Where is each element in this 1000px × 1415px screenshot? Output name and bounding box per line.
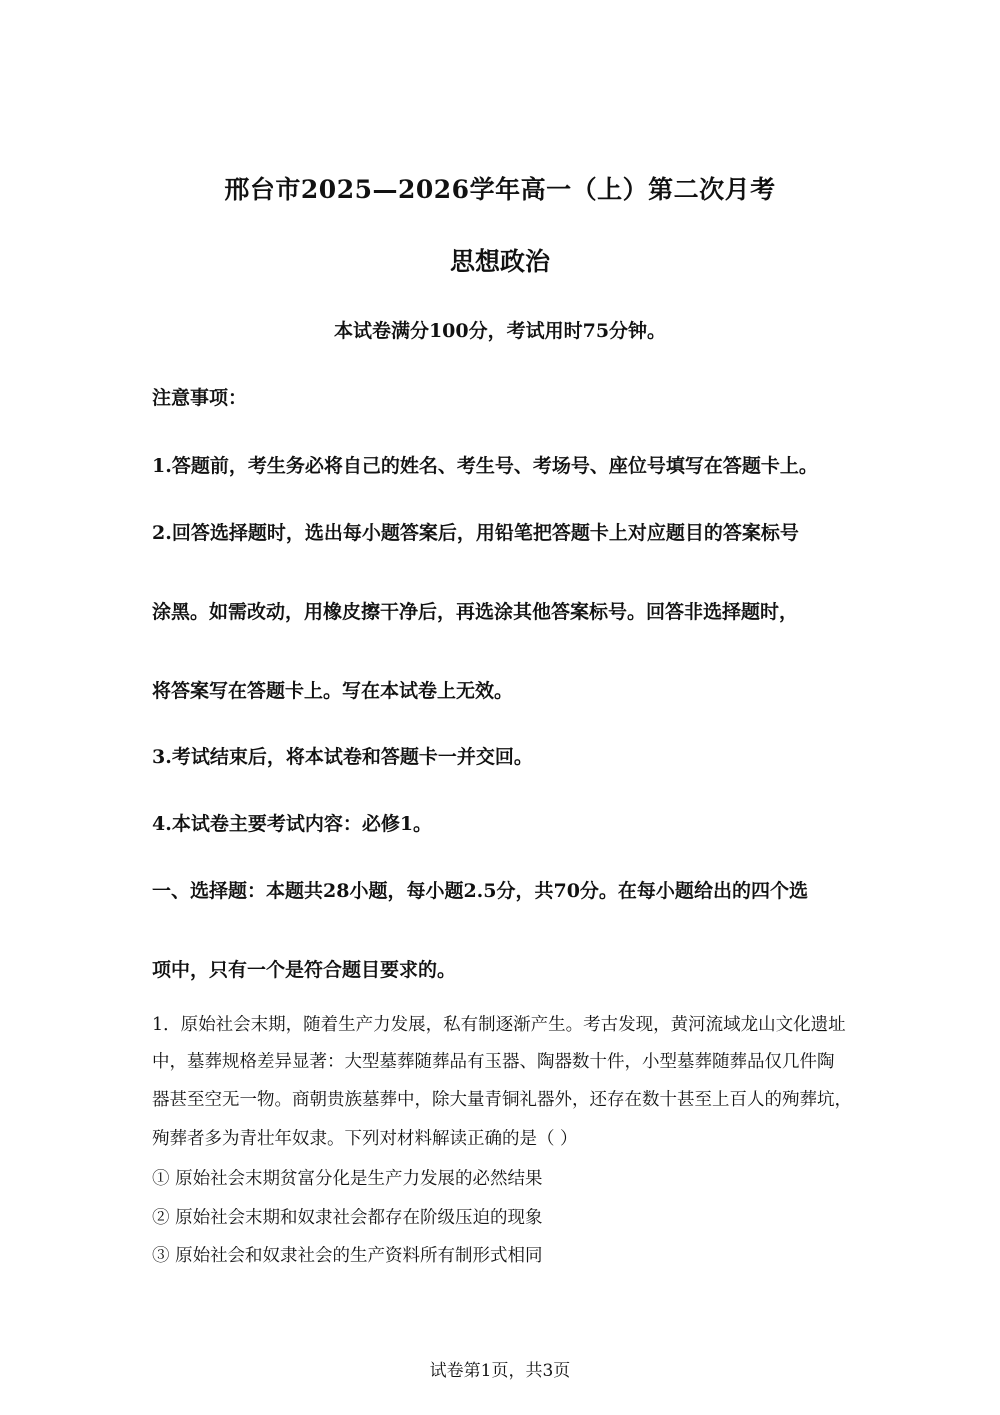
exam-info: 本试卷满分100分，考试用时75分钟。	[333, 320, 667, 342]
notice-line: 将答案写在答题卡上。写在本试卷上无效。	[152, 680, 514, 702]
subject-title: 思想政治	[449, 247, 550, 276]
section-heading: 一、选择题：本题共28小题，每小题2.5分，共70分。在每小题给出的四个选	[152, 880, 808, 902]
question-option: ③ 原始社会和奴隶社会的生产资料所有制形式相同	[152, 1246, 543, 1266]
notice-line: 3.考试结束后，将本试卷和答题卡一并交回。	[152, 746, 533, 768]
section-heading: 项中，只有一个是符合题目要求的。	[152, 959, 457, 981]
notice-line: 1.答题前，考生务必将自己的姓名、考生号、考场号、座位号填写在答题卡上。	[152, 455, 818, 477]
notice-line: 2.回答选择题时，选出每小题答案后，用铅笔把答题卡上对应题目的答案标号	[152, 522, 799, 544]
notice-line: 4.本试卷主要考试内容：必修1。	[152, 813, 433, 835]
question-text-line: 殉葬者多为青壮年奴隶。下列对材料解读正确的是（ ）	[152, 1129, 578, 1149]
question-text-line: 中，墓葬规格差异显著：大型墓葬随葬品有玉器、陶器数十件，小型墓葬随葬品仅几件陶	[152, 1052, 835, 1072]
page-footer: 试卷第1页，共3页	[429, 1361, 571, 1381]
question-option: ① 原始社会末期贫富分化是生产力发展的必然结果	[152, 1169, 543, 1189]
notice-line: 涂黑。如需改动，用橡皮擦干净后，再选涂其他答案标号。回答非选择题时，	[152, 601, 799, 623]
question-text-line: 1．原始社会末期，随着生产力发展，私有制逐渐产生。考古发现，黄河流域龙山文化遗址	[152, 1015, 846, 1035]
notice-heading: 注意事项：	[152, 387, 248, 409]
exam-title: 邢台市2025—2026学年高一（上）第二次月考	[224, 175, 776, 204]
question-text-line: 器甚至空无一物。商朝贵族墓葬中，除大量青铜礼器外，还存在数十甚至上百人的殉葬坑，	[152, 1090, 852, 1110]
question-option: ② 原始社会末期和奴隶社会都存在阶级压迫的现象	[152, 1208, 543, 1228]
